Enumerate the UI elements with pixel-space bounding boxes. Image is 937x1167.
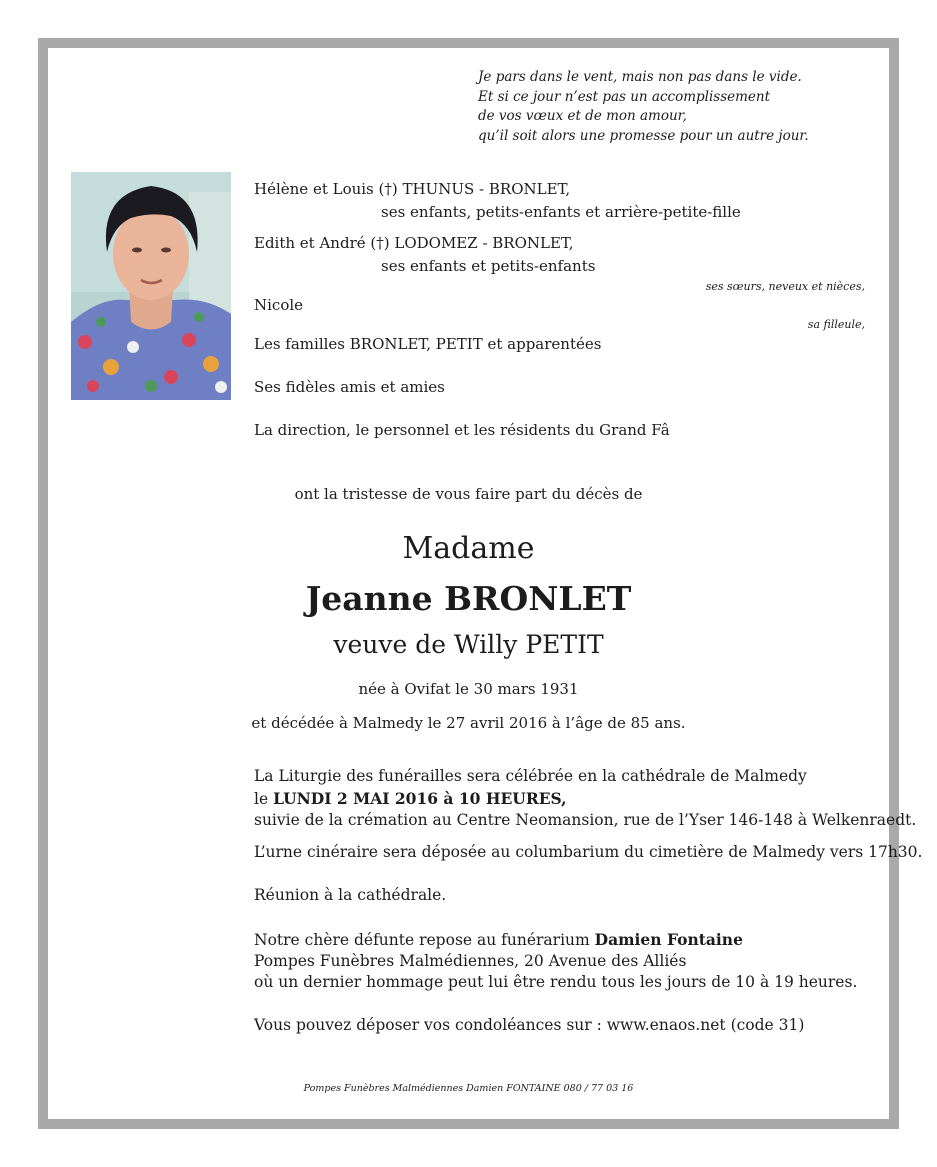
family-line-thunus: Hélène et Louis (†) THUNUS - BRONLET, (254, 180, 571, 198)
poem-line: de vos vœux et de mon amour, (478, 108, 687, 124)
deceased-widow-of: veuve de Willy PETIT (333, 630, 604, 659)
ceremony-date-prefix: le (254, 790, 274, 808)
announcement-text: ont la tristesse de vous faire part du décès de (294, 485, 643, 503)
deceased-title: Madame (402, 531, 535, 566)
rest-line-2: Pompes Funèbres Malmédiennes, 20 Avenue des Alliés (254, 952, 687, 970)
footer-text: Pompes Funèbres Malmédiennes Damien FONTAINE 080 / 77 03 16 (303, 1083, 634, 1094)
portrait-illustration (71, 172, 231, 400)
portrait-photo (71, 172, 231, 400)
family-line-thunus-sub: ses enfants, petits-enfants et arrière-petite-fille (381, 203, 741, 221)
poem (478, 68, 809, 146)
death-info: et décédée à Malmedy le 27 avril 2016 à l’âge de 85 ans. (251, 714, 686, 732)
family-line-families: Les familles BRONLET, PETIT et apparentées (254, 335, 602, 353)
meeting-info: Réunion à la cathédrale. (254, 886, 447, 904)
deceased-name: Jeanne BRONLET (305, 579, 632, 618)
ceremony-line-1: La Liturgie des funérailles sera célébrée en la cathédrale de Malmedy (254, 767, 807, 785)
rest-prefix: Notre chère défunte repose au funérarium (254, 931, 595, 949)
family-line-lodomez-sub: ses enfants et petits-enfants (381, 257, 596, 275)
funeral-home-name: Damien Fontaine (594, 930, 743, 949)
rest-line-1 (254, 930, 743, 949)
ceremony-date: LUNDI 2 MAI 2016 à 10 HEURES, (273, 789, 567, 808)
family-line-friends: Ses fidèles amis et amies (254, 378, 445, 396)
family-line-grand-fa: La direction, le personnel et les résidents du Grand Fâ (254, 421, 670, 439)
poem-line: Je pars dans le vent, mais non pas dans le vide. (478, 69, 802, 85)
family-line-nicole: Nicole (254, 296, 304, 314)
rest-line-3: où un dernier hommage peut lui être rendu tous les jours de 10 à 19 heures. (254, 973, 858, 991)
condolences-info: Vous pouvez déposer vos condoléances sur : www.enaos.net (code 31) (254, 1016, 805, 1034)
poem-line: qu’il soit alors une promesse pour un autre jour. (478, 127, 809, 144)
side-note-siblings: ses sœurs, neveux et nièces, (705, 280, 865, 293)
ceremony-line-3: suivie de la crémation au Centre Neomansion, rue de l’Yser 146-148 à Welkenraedt. (254, 811, 917, 829)
family-line-lodomez: Edith et André (†) LODOMEZ - BRONLET, (254, 234, 574, 252)
urn-info: L’urne cinéraire sera déposée au columbarium du cimetière de Malmedy vers 17h30. (254, 843, 923, 861)
ceremony-line-2 (254, 789, 567, 808)
side-note-goddaughter: sa filleule, (807, 318, 865, 331)
birth-info: née à Ovifat le 30 mars 1931 (358, 680, 579, 698)
poem-line: Et si ce jour n’est pas un accomplissement (478, 88, 771, 105)
